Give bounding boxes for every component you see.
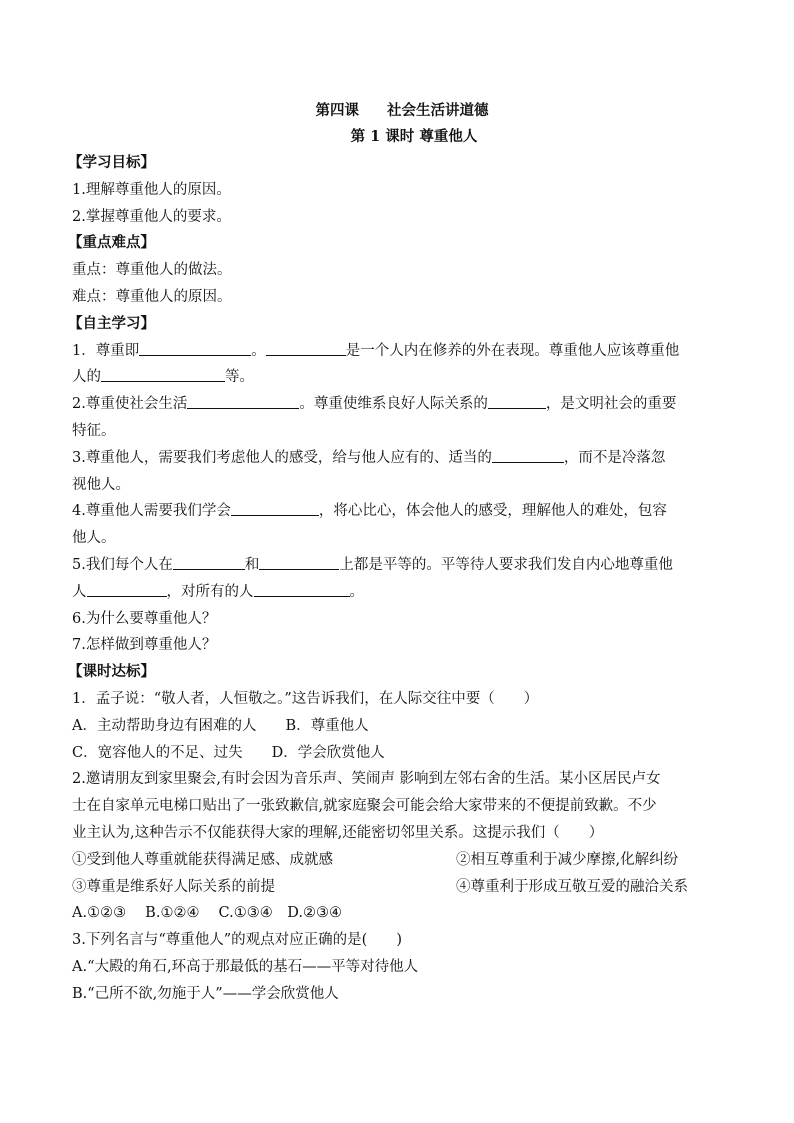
question-7: 7.怎样做到尊重他人？ bbox=[72, 637, 217, 654]
answer-blank[interactable] bbox=[259, 554, 339, 570]
exercise-stem: 3.下列名言与“尊重他人”的观点对应正确的是( ) bbox=[72, 932, 402, 949]
question-1: 1．尊重即 。 是一个人内在修养的外在表现。尊重他人应该尊重他 人的 等。 bbox=[72, 338, 732, 392]
answer-blank[interactable] bbox=[266, 340, 346, 356]
exercise-statement: ①受到他人尊重就能获得满足感、成就感 bbox=[72, 851, 333, 868]
exercise-stem: 2.邀请朋友到家里聚会,有时会因为音乐声、笑闹声 影响到左邻右舍的生活。某小区居民卢女 bbox=[72, 771, 661, 788]
exercise-statement: ③尊重是维系好人际关系的前提 bbox=[72, 878, 275, 895]
exercise-2 bbox=[72, 766, 732, 927]
answer-blank[interactable] bbox=[173, 554, 245, 570]
answer-blank[interactable] bbox=[139, 340, 251, 356]
question-5: 5.我们每个人在 和 上都是平等的。平等待人要求我们发自内心地尊重他 人 ，对所有的人 。 bbox=[72, 552, 732, 606]
exercise-1 bbox=[72, 686, 732, 766]
exercise-statement: ④尊重利于形成互敬互爱的融洽关系 bbox=[456, 878, 688, 895]
exercise-option: B.“己所不欲,勿施于人”——学会欣赏他人 bbox=[72, 985, 339, 1002]
answer-blank[interactable] bbox=[254, 581, 350, 597]
exercises-heading: 【课时达标】 bbox=[68, 663, 155, 681]
exercise-options: A．主动帮助身边有困难的人 B．尊重他人 bbox=[72, 717, 369, 734]
answer-blank[interactable] bbox=[187, 393, 299, 409]
keypoint-item: 难点：尊重他人的原因。 bbox=[72, 288, 232, 305]
question-2: 2.尊重使社会生活 。尊重使维系良好人际关系的 ，是文明社会的重要 特征。 bbox=[72, 391, 732, 445]
goal-item: 2.掌握尊重他人的要求。 bbox=[72, 208, 231, 225]
exercise-option: A.“大殿的角石,环高于那最低的基石——平等对待他人 bbox=[72, 958, 419, 975]
keypoints-heading: 【重点难点】 bbox=[68, 234, 155, 252]
goal-item: 1.理解尊重他人的原因。 bbox=[72, 181, 231, 198]
exercise-stem: 1．孟子说：“敬人者，人恒敬之。”这告诉我们，在人际交往中要（ ） bbox=[72, 690, 539, 707]
exercise-choices: A.①②③ B.①②④ C.①③④ D.②③④ bbox=[72, 905, 342, 922]
lesson-number: 第四课 bbox=[315, 102, 359, 119]
question-4: 4.尊重他人需要我们学会 ，将心比心，体会他人的感受，理解他人的难处，包容 他人。 bbox=[72, 498, 732, 552]
question-6: 6.为什么要尊重他人？ bbox=[72, 610, 217, 627]
exercise-statement: ②相互尊重利于减少摩擦,化解纠纷 bbox=[456, 851, 679, 868]
answer-blank[interactable] bbox=[101, 366, 225, 382]
self-study-heading: 【自主学习】 bbox=[68, 314, 155, 332]
exercise-stem: 业主认为,这种告示不仅能获得大家的理解,还能密切邻里关系。这提示我们（ ） bbox=[72, 824, 604, 841]
exercise-options: C．宽容他人的不足、过失 D．学会欣赏他人 bbox=[72, 744, 385, 761]
answer-blank[interactable] bbox=[87, 581, 167, 597]
exercise-stem: 士在自家单元电梯口贴出了一张致歉信,就家庭聚会可能会给大家带来的不便提前致歉。不少 bbox=[72, 798, 657, 815]
keypoint-item: 重点：尊重他人的做法。 bbox=[72, 262, 232, 279]
question-3: 3.尊重他人，需要我们考虑他人的感受，给与他人应有的、适当的 ，而不是冷落忽 视他人。 bbox=[72, 445, 732, 499]
lesson-name: 社会生活讲道德 bbox=[387, 102, 489, 119]
goals-heading: 【学习目标】 bbox=[68, 154, 155, 171]
answer-blank[interactable] bbox=[231, 500, 319, 516]
answer-blank[interactable] bbox=[492, 447, 564, 463]
lesson-subtitle: 第 1 课时 尊重他人 bbox=[350, 128, 478, 145]
exercise-3 bbox=[72, 927, 732, 1007]
answer-blank[interactable] bbox=[488, 393, 546, 409]
worksheet-page bbox=[68, 98, 732, 1008]
lesson-title bbox=[72, 98, 732, 124]
